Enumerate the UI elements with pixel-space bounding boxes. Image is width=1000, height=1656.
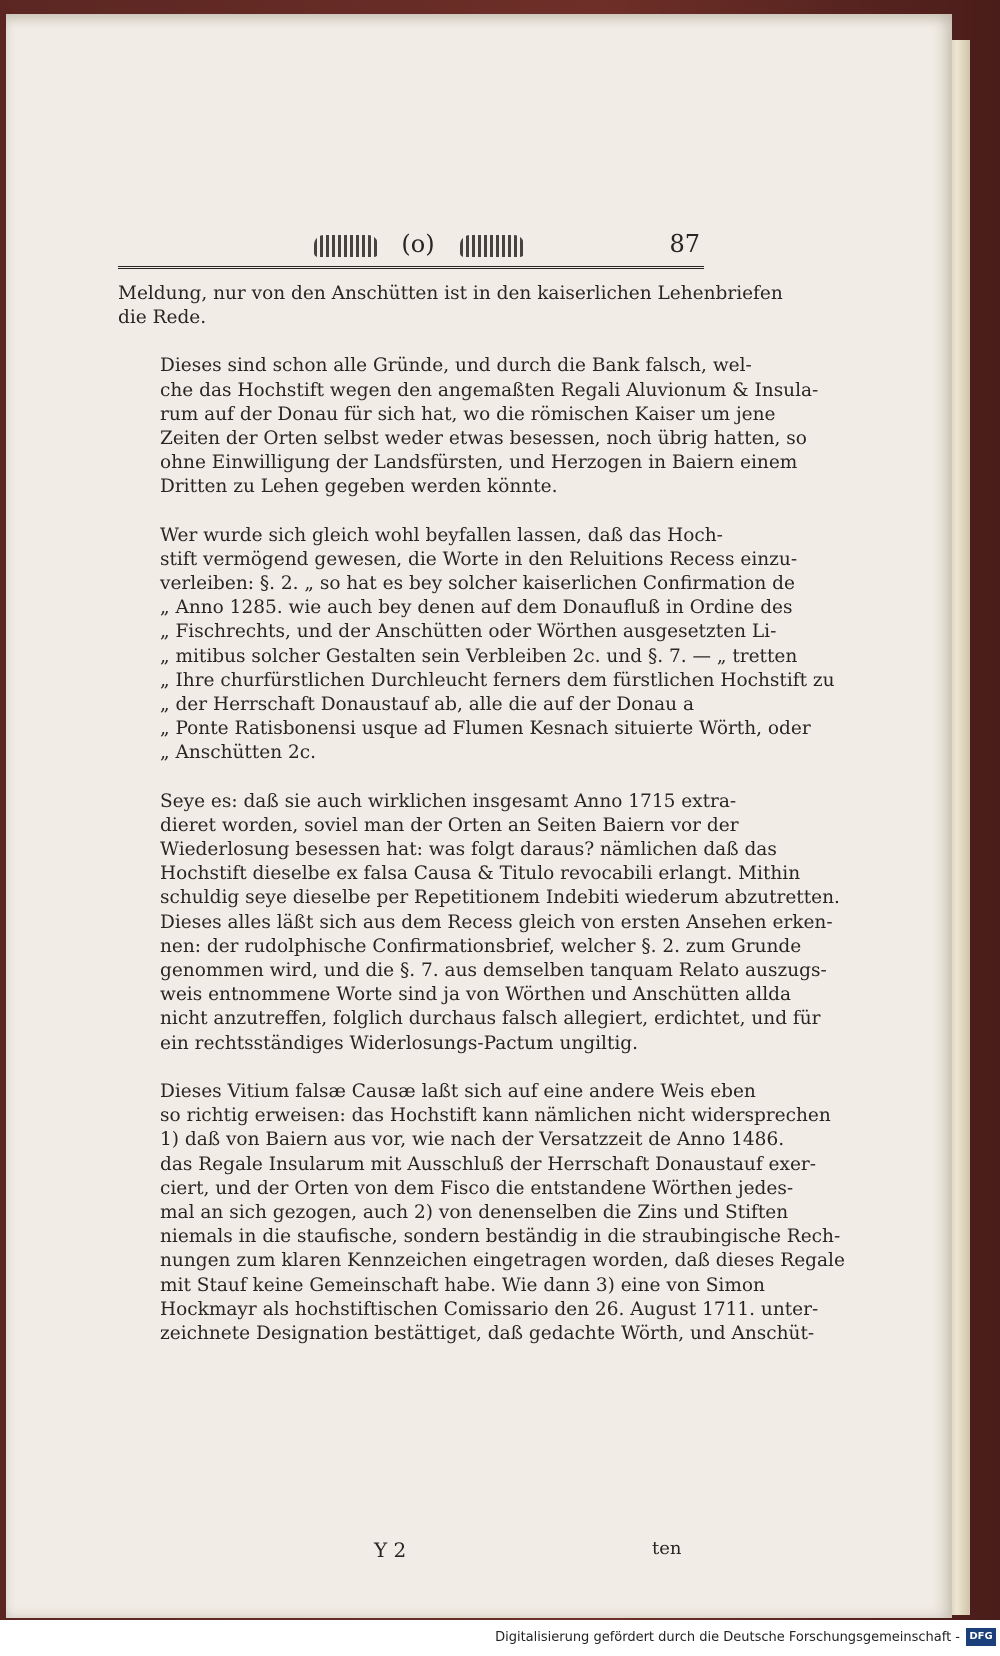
running-header: [118, 230, 704, 269]
text-line: „ der Herrschaft Donaustauf ab, alle die auf der Donau a: [160, 694, 694, 716]
text-line: das Regale Insularum mit Ausschluß der Herrschaft Donaustauf exer-: [160, 1153, 816, 1175]
text-line: che das Hochstift wegen den angemaßten Regali Aluvionum & Insula-: [160, 379, 819, 401]
text-line: 1) daß von Baiern aus vor, wie nach der Versatzzeit de Anno 1486.: [160, 1129, 785, 1151]
text-line: Hochstift dieselbe ex falsa Causa & Titulo revocabili erlangt. Mithin: [160, 863, 801, 885]
text-line: nungen zum klaren Kennzeichen eingetragen worden, daß dieses Regale: [160, 1250, 845, 1272]
credit-text: Digitalisierung gefördert durch die Deutsche Forschungsgemeinschaft -: [495, 1630, 960, 1645]
text-line: Dritten zu Lehen gegeben werden könnte.: [160, 476, 558, 498]
text-line: „ Anno 1285. wie auch bey denen auf dem Donaufluß in Ordine des: [160, 597, 793, 619]
paragraph: [118, 282, 783, 330]
text-line: Wer wurde sich gleich wohl beyfallen lassen, daß das Hoch-: [160, 524, 723, 546]
text-line: Seye es: daß sie auch wirklichen insgesamt Anno 1715 extra-: [160, 790, 737, 812]
text-line: dieret worden, soviel man der Orten an Seiten Baiern vor der: [160, 814, 739, 836]
paragraph: [118, 354, 819, 499]
text-line: so richtig erweisen: das Hochstift kann nämlichen nicht widersprechen: [160, 1105, 831, 1127]
text-line: „ Fischrechts, und der Anschütten oder Wörthen ausgesetzten Li-: [160, 621, 777, 643]
text-line: weis entnommene Worte sind ja von Wörthen und Anschütten allda: [160, 984, 791, 1006]
text-line: Dieses Vitium falsæ Causæ laßt sich auf eine andere Weis eben: [160, 1080, 756, 1102]
text-line: „ Ihre churfürstlichen Durchleucht ferners dem fürstlichen Hochstift zu: [160, 669, 835, 691]
header-signature: (o): [401, 230, 435, 258]
text-line: „ mitibus solcher Gestalten sein Verbleiben 2c. und §. 7. — „ tretten: [160, 645, 798, 667]
text-line: ohne Einwilligung der Landsfürsten, und Herzogen in Baiern einem: [160, 452, 798, 474]
text-line: zeichnete Designation bestättiget, daß gedachte Wörth, und Anschüt-: [160, 1322, 815, 1344]
text-line: nicht anzutreffen, folglich durchaus falsch allegiert, erdichtet, und für: [160, 1008, 821, 1030]
book-page: [6, 14, 952, 1618]
text-line: Zeiten der Orten selbst weder etwas besessen, noch übrig hatten, so: [160, 428, 807, 450]
text-line: ein rechtsständiges Widerlosungs-Pactum ungiltig.: [160, 1032, 639, 1054]
text-line: rum auf der Donau für sich hat, wo die römischen Kaiser um jene: [160, 403, 776, 425]
text-line: die Rede.: [118, 307, 207, 329]
text-line: Meldung, nur von den Anschütten ist in den kaiserlichen Lehenbriefen: [118, 283, 783, 304]
credit-bar: [0, 1620, 1000, 1656]
text-line: genommen wird, und die §. 7. aus demselben tanquam Relato auszugs-: [160, 960, 827, 982]
text-line: niemals in die staufische, sondern beständig in die straubingische Rech-: [160, 1226, 841, 1248]
page-body: [118, 282, 845, 1370]
ornament-right-icon: [460, 235, 524, 257]
text-line: ciert, und der Orten von dem Fisco die entstandene Wörthen jedes-: [160, 1177, 794, 1199]
text-line: Dieses sind schon alle Gründe, und durch die Bank falsch, wel-: [160, 355, 752, 377]
catchword: ten: [652, 1538, 682, 1559]
ornament-left-icon: [314, 235, 378, 257]
text-line: mit Stauf keine Gemeinschaft habe. Wie dann 3) eine von Simon: [160, 1274, 765, 1296]
paragraph: [118, 1080, 845, 1346]
page-number: 87: [669, 230, 700, 258]
text-line: „ Anschütten 2c.: [160, 742, 317, 764]
text-line: „ Ponte Ratisbonensi usque ad Flumen Kesnach situierte Wörth, oder: [160, 718, 811, 740]
text-line: stift vermögend gewesen, die Worte in den Reluitions Recess einzu-: [160, 548, 798, 570]
text-line: Dieses alles läßt sich aus dem Recess gleich von ersten Ansehen erken-: [160, 911, 833, 933]
text-line: nen: der rudolphische Confirmationsbrief, welcher §. 2. zum Grunde: [160, 935, 802, 957]
text-line: mal an sich gezogen, auch 2) von denenselben die Zins und Stiften: [160, 1201, 789, 1223]
paragraph: [118, 790, 840, 1056]
signature-mark: Y 2: [374, 1538, 407, 1562]
text-line: Wiederlosung besessen hat: was folgt daraus? nämlichen daß das: [160, 839, 777, 861]
text-line: verleiben: §. 2. „ so hat es bey solcher kaiserlichen Confirmation de: [160, 573, 795, 595]
dfg-logo-icon: DFG: [966, 1628, 996, 1646]
text-line: Hockmayr als hochstiftischen Comissario den 26. August 1711. unter-: [160, 1298, 819, 1320]
text-line: schuldig seye dieselbe per Repetitionem Indebiti wiederum abzutretten.: [160, 887, 840, 909]
paragraph: [118, 524, 835, 766]
